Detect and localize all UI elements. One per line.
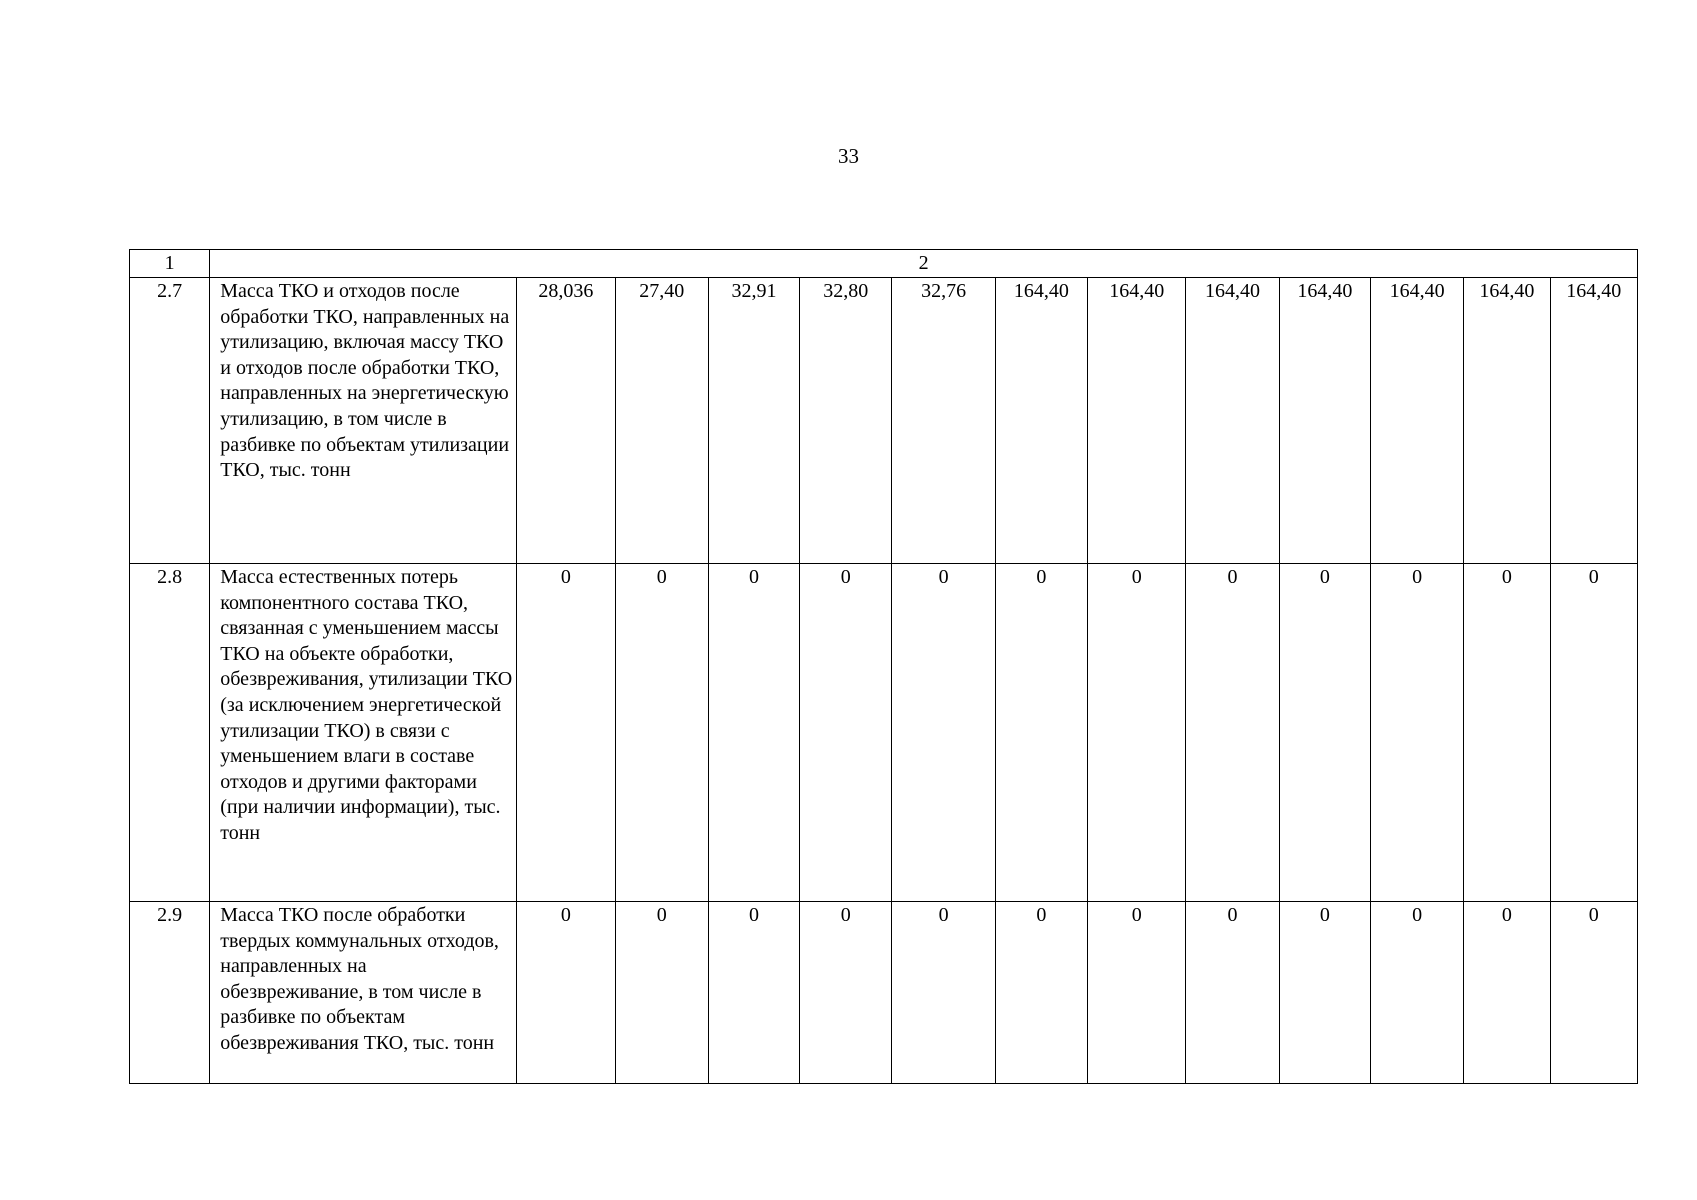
value-cell: 0 bbox=[1186, 902, 1279, 1084]
page-number: 33 bbox=[838, 144, 859, 168]
header-col-2: 2 bbox=[210, 250, 1638, 278]
value-cell: 164,40 bbox=[1464, 278, 1550, 564]
value-cell: 0 bbox=[1464, 902, 1550, 1084]
value-cell: 0 bbox=[892, 902, 995, 1084]
value-cell: 0 bbox=[1279, 564, 1370, 902]
value-cell: 0 bbox=[1088, 564, 1186, 902]
data-table bbox=[129, 249, 1638, 1084]
value-cell: 0 bbox=[708, 564, 799, 902]
value-cell: 164,40 bbox=[1279, 278, 1370, 564]
value-cell: 32,80 bbox=[800, 278, 892, 564]
value-cell: 0 bbox=[1186, 564, 1279, 902]
value-cell: 27,40 bbox=[615, 278, 708, 564]
value-cell: 0 bbox=[1370, 902, 1463, 1084]
value-cell: 0 bbox=[995, 902, 1087, 1084]
value-cell: 32,91 bbox=[708, 278, 799, 564]
row-number: 2.7 bbox=[130, 278, 210, 564]
value-cell: 0 bbox=[800, 902, 892, 1084]
value-cell: 164,40 bbox=[1186, 278, 1279, 564]
header-col-1: 1 bbox=[130, 250, 210, 278]
value-cell: 164,40 bbox=[1088, 278, 1186, 564]
value-cell: 164,40 bbox=[1550, 278, 1637, 564]
value-cell: 164,40 bbox=[1370, 278, 1463, 564]
value-cell: 0 bbox=[800, 564, 892, 902]
value-cell: 0 bbox=[1279, 902, 1370, 1084]
value-cell: 0 bbox=[1550, 564, 1637, 902]
row-label: Масса естественных потерь компонентного состава ТКО, связанная с уменьшением массы ТКО на объекте обработки, обезвреживания, утилизации ТКО (за исключением энергетической утилизации ТКО) в связи с уменьшением влаги в составе отходов и другими факторами (при наличии информации), тыс. тонн bbox=[210, 564, 517, 902]
value-cell: 0 bbox=[1550, 902, 1637, 1084]
value-cell: 0 bbox=[708, 902, 799, 1084]
table-row bbox=[130, 278, 1638, 564]
table-row bbox=[130, 902, 1638, 1084]
value-cell: 0 bbox=[615, 902, 708, 1084]
value-cell: 32,76 bbox=[892, 278, 995, 564]
value-cell: 0 bbox=[517, 902, 615, 1084]
row-number: 2.8 bbox=[130, 564, 210, 902]
row-label: Масса ТКО и отходов после обработки ТКО, направленных на утилизацию, включая массу ТКО и отходов после обработки ТКО, направленных на энергетическую утилизацию, в том числе в разбивке по объектам утилизации ТКО, тыс. тонн bbox=[210, 278, 517, 564]
value-cell: 28,036 bbox=[517, 278, 615, 564]
header-row bbox=[130, 250, 1638, 278]
value-cell: 0 bbox=[892, 564, 995, 902]
value-cell: 0 bbox=[517, 564, 615, 902]
table-row bbox=[130, 564, 1638, 902]
value-cell: 0 bbox=[1370, 564, 1463, 902]
value-cell: 0 bbox=[1464, 564, 1550, 902]
row-label: Масса ТКО после обработки твердых коммунальных отходов, направленных на обезвреживание, в том числе в разбивке по объектам обезвреживания ТКО, тыс. тонн bbox=[210, 902, 517, 1084]
value-cell: 164,40 bbox=[995, 278, 1087, 564]
value-cell: 0 bbox=[1088, 902, 1186, 1084]
row-number: 2.9 bbox=[130, 902, 210, 1084]
value-cell: 0 bbox=[615, 564, 708, 902]
value-cell: 0 bbox=[995, 564, 1087, 902]
